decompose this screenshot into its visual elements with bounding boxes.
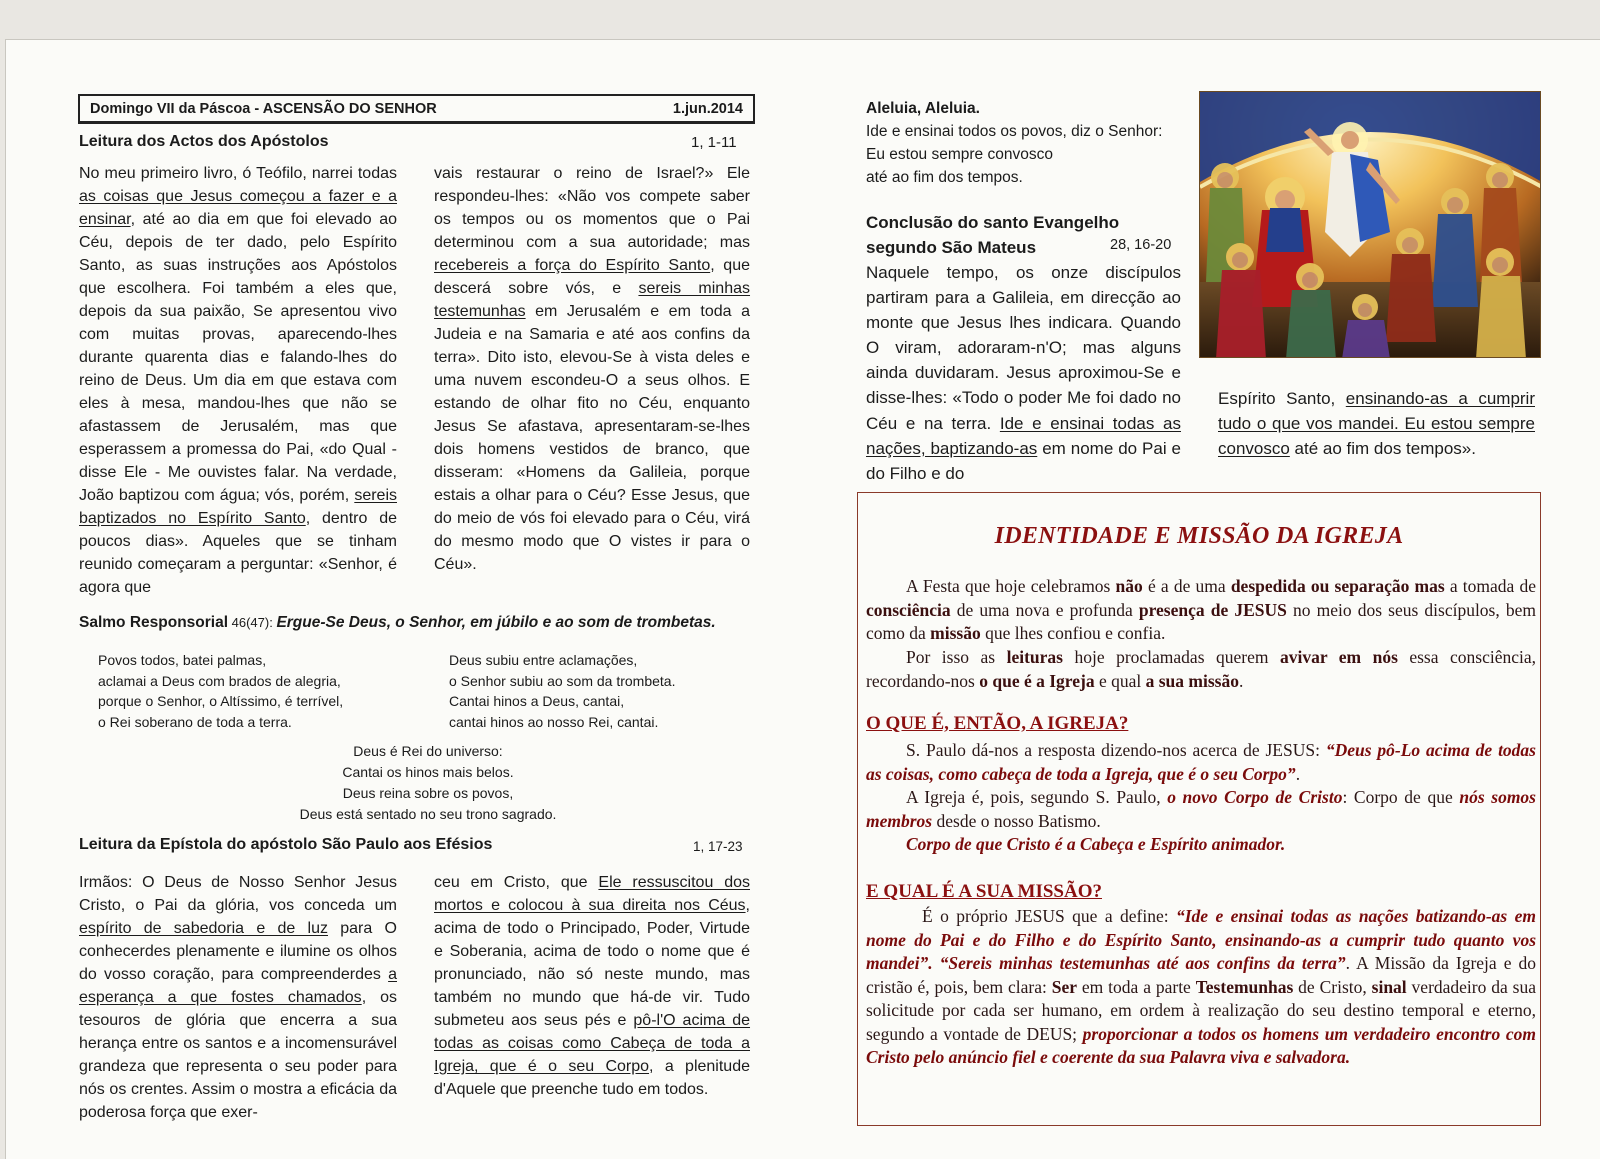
underlined-text: a esperança a que fostes chamados (79, 966, 397, 1006)
bold-text: sinal (1371, 976, 1407, 997)
bold-text: consciência (866, 599, 951, 620)
text-run: Espírito Santo, (1218, 389, 1346, 408)
psalm-stanza-right (449, 650, 675, 732)
bold-text: presença de JESUS (1138, 599, 1287, 620)
mission-paragraph-4 (866, 786, 1536, 833)
text-run: a tomada de (1444, 576, 1536, 596)
text-run: desde o nosso Batismo. (932, 810, 1101, 831)
text-run: de Cristo, (1293, 976, 1372, 997)
underlined-text: pô-l'O acima de todas as coisas como Cabeça de toda a Igreja, que é o seu Corpo (434, 1012, 751, 1075)
second-reading-title: Leitura da Epístola do apóstolo São Paulo aos Efésios (79, 836, 493, 853)
ascension-painting (1199, 91, 1541, 358)
second-reading-col2 (434, 871, 750, 1101)
text-run: , a plenitude d'Aquele que preenche tudo em todos. (434, 1058, 750, 1098)
text-run: verdadeiro da sua solicitude por cada ser humano, em ordem à realização do seu destino temporal e eterno, segundo a vontade de DEUS; (866, 976, 1536, 1044)
text-run: , que descerá sobre vós, e (434, 257, 750, 297)
mission-paragraph-6 (866, 905, 1536, 1070)
text-run: . A Missão da Igreja e do cristão é, pois, bem clara: (866, 953, 1536, 997)
text-run: essa consciência, recordando-nos (866, 647, 1536, 691)
mission-box (857, 492, 1541, 1126)
text-run: é a de uma (1142, 576, 1231, 596)
mission-subheading-church: O QUE É, ENTÃO, A IGREJA? (866, 713, 1129, 734)
psalm-line: Deus está sentado no seu trono sagrado. (299, 806, 557, 822)
psalm-line: Cantai os hinos mais belos. (342, 764, 514, 780)
text-run: , dentro de poucos dias». Aqueles que se tinham reunido começaram a perguntar: «Senhor, é agora que (79, 510, 398, 596)
psalm-line: Deus reina sobre os povos, (342, 785, 514, 801)
text-run: A Igreja é, pois, segundo S. Paulo, (906, 787, 1168, 807)
mission-paragraph-1 (866, 575, 1536, 646)
underlined-text: as coisas que Jesus começou a fazer e a ensinar (79, 188, 397, 228)
psalm-line: Deus é Rei do universo: (353, 743, 503, 759)
psalm-stanza-left (98, 650, 343, 732)
text-run: É o próprio JESUS que a define: (922, 906, 1176, 926)
ascension-painting-svg (1200, 92, 1541, 358)
psalm-line: o Rei soberano de toda a terra. (98, 713, 292, 730)
text-run: de uma nova e profunda (950, 599, 1139, 620)
psalm-line: porque o Senhor, o Altíssimo, é terrível, (98, 693, 344, 709)
mission-title: IDENTIDADE E MISSÃO DA IGREJA (994, 523, 1404, 549)
alleluia-line: até ao fim dos tempos. (866, 169, 1023, 186)
alleluia-block (866, 97, 1162, 189)
text-run: No meu primeiro livro, ó Teófilo, narrei todas (79, 165, 397, 182)
bold-italic-text: “Ide e ensinai todas as nações batizando-as em nome do Pai e do Filho e do Espírito Santo, ensinando-as a cumprir tudo quanto vos mandei”. “Sereis minhas testemunhas até aos confins da terra” (866, 906, 1536, 973)
psalm-label: Salmo Responsorial (79, 614, 229, 631)
mission-paragraph-3 (866, 739, 1536, 786)
bold-italic-text: proporcionar a todos os homens um verdadeiro encontro com Cristo pelo anúncio fiel e coerente da sua Palavra viva e salvadora. (866, 1023, 1536, 1067)
alleluia-line: Eu estou sempre convosco (866, 146, 1053, 163)
text-run: para O conhecerdes plenamente e ilumine os olhos do vosso coração, para compreenderdes (79, 920, 397, 983)
text-run: , os tesouros de glória que encerra a sua herança entre os santos e a incomensurável grandeza que representa o seu poder para nós os crentes. Assim o mostra a eficácia da poderosa força que exer- (79, 989, 397, 1121)
mission-subheading-mission: E QUAL É A SUA MISSÃO? (866, 881, 1102, 902)
bold-text: missão (930, 623, 981, 643)
first-reading-col2 (434, 162, 750, 576)
text-run: ceu em Cristo, que (434, 874, 599, 891)
gospel-title-line1: Conclusão do santo Evangelho (866, 213, 1120, 232)
alleluia-line: Ide e ensinai todos os povos, diz o Senhor: (866, 123, 1163, 140)
underlined-text: sereis baptizados no Espírito Santo (79, 487, 397, 527)
text-run: : Corpo de que (1342, 787, 1460, 807)
text-run: em toda a parte (1077, 976, 1196, 997)
text-run: até ao fim dos tempos». (1289, 439, 1476, 459)
text-run: em nome do Pai e do Filho e do (866, 438, 1182, 483)
psalm-header (79, 614, 716, 632)
bold-text: Ser (1051, 976, 1078, 997)
bold-italic-text: “Deus pô-Lo acima de todas as coisas, como cabeça de toda a Igreja, que é o seu Corpo” (866, 740, 1536, 784)
text-run: , acima de todo o Principado, Poder, Virtude e Soberania, acima de todo o nome que é pronunciado, não só neste mundo, mas também no mundo que há-de vir. Tudo submeteu aos seus pés e (434, 897, 750, 1029)
psalm-line: o Senhor subiu ao som da trombeta. (449, 672, 676, 689)
bold-italic-text: nós somos membros (866, 787, 1536, 831)
mission-paragraph-5 (866, 833, 1536, 857)
text-run: . (1238, 670, 1244, 691)
bold-text: Testemunhas (1195, 976, 1294, 997)
bold-italic-text: o novo Corpo de Cristo (1167, 787, 1343, 807)
text-run: A Festa que hoje celebramos (906, 576, 1116, 596)
gospel-ref: 28, 16-20 (1110, 237, 1172, 253)
bold-italic-text: Corpo de que Cristo é a Cabeça e Espírito animador. (906, 834, 1286, 854)
alleluia-title: Aleluia, Aleluia. (866, 100, 980, 117)
underlined-text: recebereis a força do Espírito Santo (434, 257, 711, 274)
underlined-text: sereis minhas testemunhas (434, 280, 751, 320)
header-title: Domingo VII da Páscoa - ASCENSÃO DO SENHOR (90, 100, 437, 117)
underlined-text: ensinando-as a cumprir tudo o que vos mandei. Eu estou sempre convosco (1218, 389, 1535, 459)
text-run: Irmãos: O Deus de Nosso Senhor Jesus Cristo, o Pai da glória, vos conceda um (79, 874, 397, 914)
first-reading-col1 (79, 162, 397, 599)
header-box (78, 94, 755, 124)
second-reading-ref: 1, 17-23 (693, 839, 743, 854)
bold-text: a sua missão (1145, 670, 1239, 691)
bold-text: despedida ou separação mas (1230, 576, 1445, 596)
psalm-line: Cantai hinos a Deus, cantai, (449, 693, 625, 709)
psalm-line: aclamai a Deus com brados de alegria, (98, 672, 341, 689)
psalm-number: 46(47): (228, 615, 277, 630)
text-run: em Jerusalém e em toda a Judeia e na Samaria e até aos confins da terra». Dito isto, elevou-Se à vista deles e uma nuvem escondeu-O a seus olhos. E estando de olhar fito no Céu, enquanto Jesus Se afastava, apresentaram-se-lhes dois homens vestidos de branco, que disseram: «Homens da Galileia, porque estais a olhar para o Céu? Esse Jesus, que do meio de vós foi elevado para o Céu, virá do mesmo modo que O vistes ir para o Céu». (434, 303, 750, 573)
psalm-response: Ergue-Se Deus, o Senhor, em júbilo e ao som de trombetas. (276, 614, 716, 631)
mission-paragraph-2 (866, 646, 1536, 693)
text-run: , até ao dia em que foi elevado ao Céu, depois de ter dado, pelo Espírito Santo, as suas instruções aos Apóstolos que escolhera. Foi também a eles que, depois da sua paixão, Se apresentou vivo com muitas provas, aparecendo-lhes durante quarenta dias e falando-lhes do reino de Deus. Um dia em que estava com eles à mesa, mandou-lhes que não se afastassem de Jerusalém, mas que esperassem a promessa do Pai, «do Qual - disse Ele - Me ouvistes falar. Na verdade, João baptizou com água; vós, porém, (79, 211, 397, 504)
text-run: Por isso as (906, 647, 1007, 667)
header-date: 1.jun.2014 (672, 100, 743, 117)
text-run: . (1295, 763, 1301, 784)
gospel-title-line2: segundo São Mateus (866, 238, 1037, 257)
gospel-col1 (866, 260, 1181, 486)
underlined-text: espírito de sabedoria e de luz (79, 920, 328, 937)
text-run: S. Paulo dá-nos a resposta dizendo-nos acerca de JESUS: (906, 740, 1326, 760)
underlined-text: Ide e ensinai todas as nações, baptizando-as (866, 413, 1181, 458)
psalm-stanza-center (78, 741, 778, 825)
text-run: hoje proclamadas querem (1062, 647, 1280, 667)
underlined-text: Ele ressuscitou dos mortos e colocou à sua direita nos Céus (434, 874, 750, 914)
text-run: Naquele tempo, os onze discípulos partiram para a Galileia, em direcção ao monte que Jesus lhes indicara. Quando O viram, adoraram-n'O; mas alguns ainda duvidaram. Jesus aproximou-Se e disse-lhes: «Todo o poder Me foi dado no Céu e na terra. (866, 263, 1181, 433)
gospel-title (866, 210, 1119, 260)
text-run: no meio dos seus discípulos, bem como da (866, 599, 1536, 643)
bold-text: leituras (1006, 647, 1063, 667)
second-reading-col1 (79, 871, 397, 1124)
text-run: e qual (1094, 670, 1146, 691)
first-reading-title: Leitura dos Actos dos Apóstolos (79, 133, 329, 150)
gospel-col2 (1218, 386, 1535, 461)
text-run: vais restaurar o reino de Israel?» Ele respondeu-lhes: «Não vos compete saber os tempos ou os momentos que o Pai determinou com a sua autoridade; mas (434, 165, 750, 251)
psalm-line: Deus subiu entre aclamações, (449, 652, 638, 668)
psalm-line: Povos todos, batei palmas, (98, 652, 267, 668)
bold-text: não (1115, 576, 1143, 596)
first-reading-ref: 1, 1-11 (691, 134, 737, 151)
psalm-line: cantai hinos ao nosso Rei, cantai. (449, 713, 659, 730)
bold-text: o que é a Igreja (979, 670, 1095, 691)
text-run: que lhes confiou e confia. (980, 623, 1166, 643)
bold-text: avivar em nós (1279, 647, 1398, 667)
